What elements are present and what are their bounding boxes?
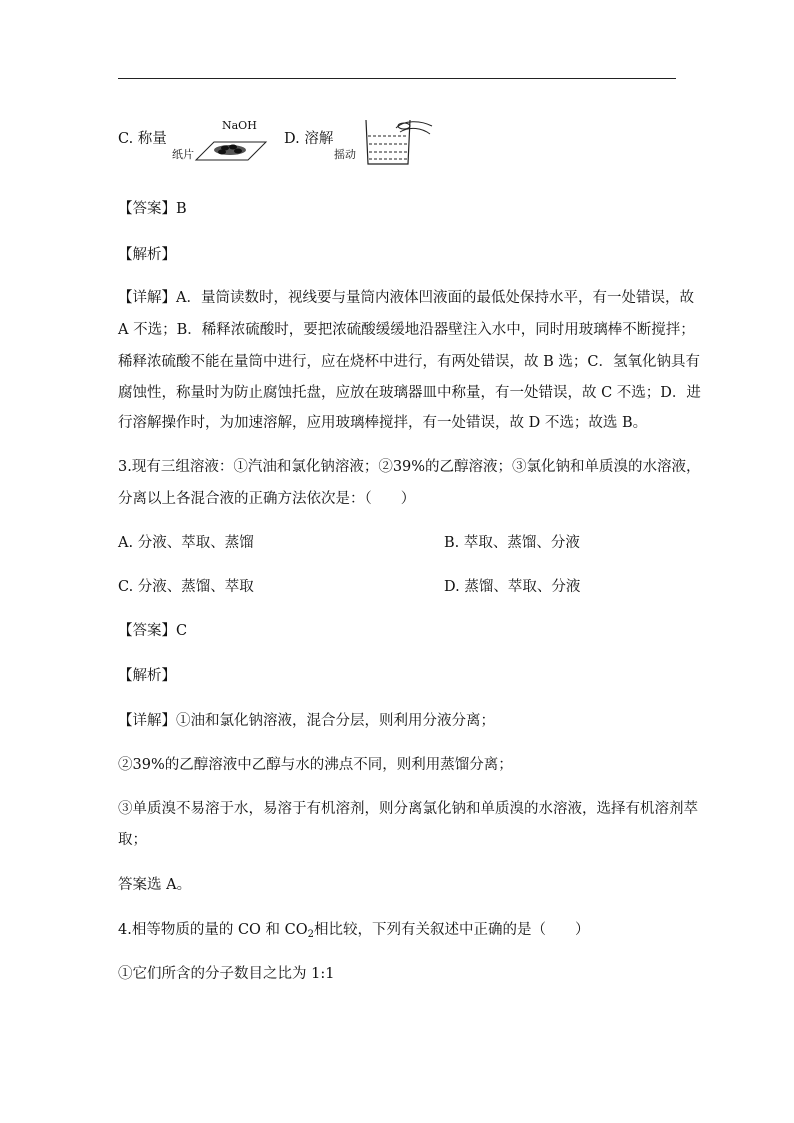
naoh-label: NaOH — [222, 119, 257, 132]
header-rule — [118, 78, 676, 79]
q3-stem-line: 3.现有三组溶液：①汽油和氯化钠溶液；②39%的乙醇溶液；③氯化钠和单质溴的水溶液， — [118, 459, 701, 475]
q2-detail-line: 【详解】A．量筒读数时，视线要与量筒内液体凹液面的最低处保持水平，有一处错误，故 — [118, 290, 694, 306]
q3-option-d: D. 蒸馏、萃取、分液 — [444, 579, 581, 595]
q2-detail-line: 腐蚀性，称量时为防止腐蚀托盘，应放在玻璃器皿中称量，有一处错误，故 C 不选；D．进 — [118, 385, 701, 401]
q2-detail-line: 行溶解操作时，为加速溶解，应用玻璃棒搅拌，有一处错误，故 D 不选；故选 B。 — [118, 415, 648, 431]
beaker-figure — [360, 114, 436, 168]
q3-detail-line: 【详解】①油和氯化钠溶液，混合分层，则利用分液分离； — [118, 713, 495, 729]
paper-label: 纸片 — [172, 148, 194, 161]
q4-stem-part: 相比较，下列有关叙述中正确的是（ ） — [314, 922, 590, 938]
q4-stem-subscript: 2 — [307, 929, 314, 940]
q3-option-b: B. 萃取、蒸馏、分液 — [444, 535, 580, 551]
q2-detail-line: 稀释浓硫酸不能在量筒中进行，应在烧杯中进行，有两处错误，故 B 选；C．氢氧化钠具有 — [118, 354, 700, 370]
q2-detail-line: A 不选；B．稀释浓硫酸时，要把浓硫酸缓缓地沿器壁注入水中，同时用玻璃棒不断搅拌； — [118, 322, 695, 338]
q3-option-a: A. 分液、萃取、蒸馏 — [118, 535, 254, 551]
option-c-label: C. 称量 — [118, 131, 167, 147]
q3-detail-line: ②39%的乙醇溶液中乙醇与水的沸点不同，则利用蒸馏分离； — [118, 757, 513, 773]
q3-analysis-heading: 【解析】 — [118, 668, 176, 684]
option-d-label: D. 溶解 — [284, 131, 334, 147]
q3-detail-line: 取； — [118, 832, 147, 848]
q3-option-c: C. 分液、蒸馏、萃取 — [118, 579, 254, 595]
shake-label: 摇动 — [334, 148, 356, 161]
q4-stem-part: 4.相等物质的量的 CO 和 CO — [118, 922, 308, 938]
q3-answer: 【答案】C — [118, 623, 188, 639]
q2-analysis-heading: 【解析】 — [118, 247, 176, 263]
q3-stem-line: 分离以上各混合液的正确方法依次是：（ ） — [118, 491, 416, 507]
q3-detail-line: ③单质溴不易溶于水，易溶于有机溶剂，则分离氯化钠和单质溴的水溶液，选择有机溶剂萃 — [118, 801, 698, 817]
q4-stem — [118, 920, 590, 945]
q3-detail-line: 答案选 A。 — [118, 877, 192, 893]
q2-answer: 【答案】B — [118, 201, 187, 217]
q4-item-1: ①它们所含的分子数目之比为 1:1 — [118, 966, 335, 982]
